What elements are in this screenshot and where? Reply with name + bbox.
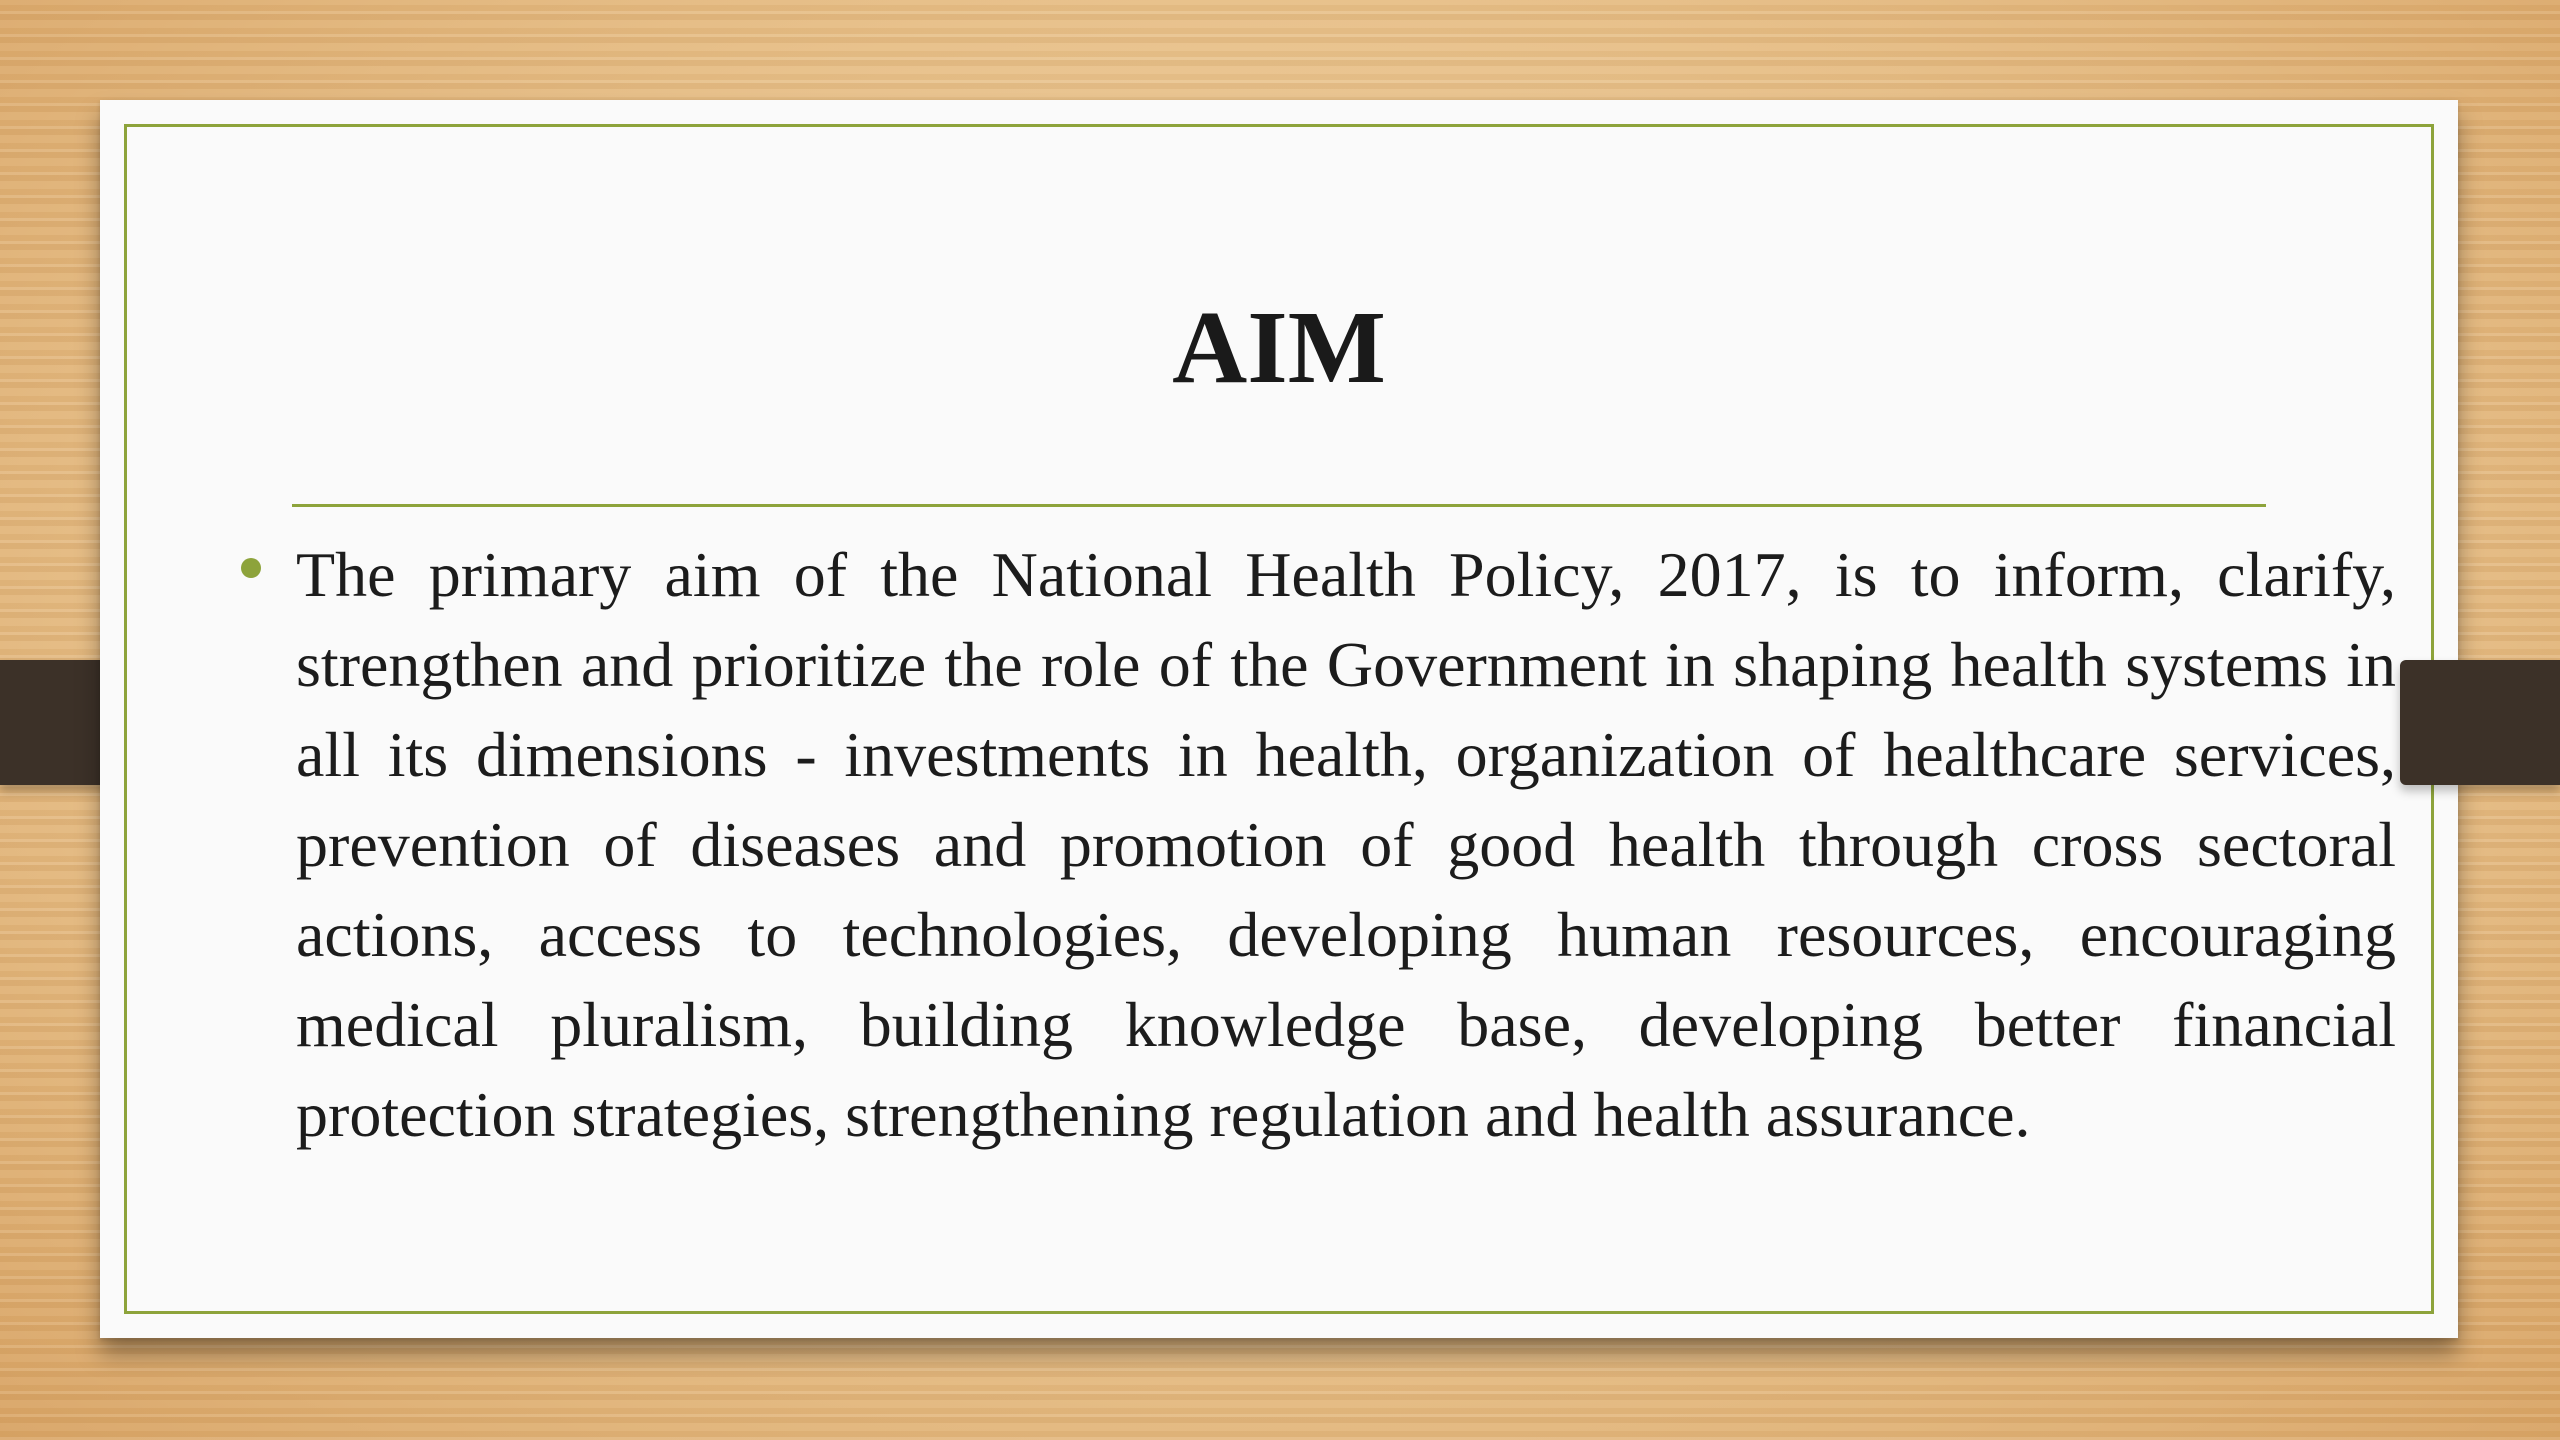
bullet-paragraph: The primary aim of the National Health Policy, 2017, is to inform, clarify, strengthen and prioritize the role of the Government in shaping health systems in all its dimensions - investments in health, organization of healthcare services, prevention of diseases and promotion of good health through cross sectoral actions, access to technologies, developing human resources, encouraging medical pluralism, building knowledge base, developing better financial protection strategies, strengthening regulation and health assurance. bbox=[296, 539, 2396, 1150]
bullet-marker-icon bbox=[241, 558, 261, 578]
binder-clip-right bbox=[2400, 660, 2560, 785]
title-divider bbox=[292, 504, 2266, 507]
slide-title: AIM bbox=[1172, 290, 1386, 405]
slide-card bbox=[100, 100, 2458, 1338]
